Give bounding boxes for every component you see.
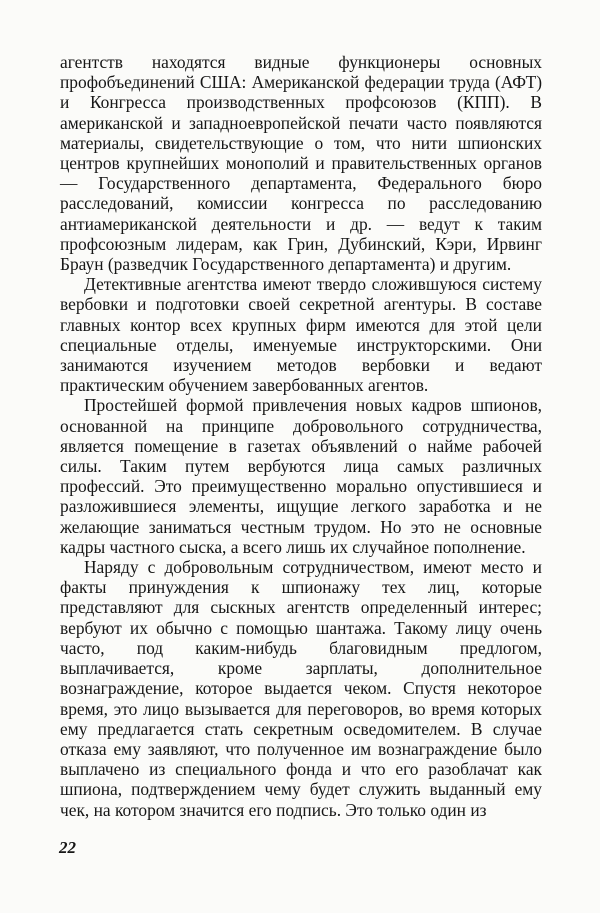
paragraph-continuation: агентств находятся видные функционеры основных профобъединений США: Американской федерации труда (АФТ) и Конгресса производственных профсоюзов (КПП). В американской и западноевропейской печати часто появляются материалы, свидетельствующие о том, что нити шпионских центров крупнейших монополий и правительственных органов — Государственного департамента, Федерального бюро расследований, комиссии конгресса по расследованию антиамериканской деятельности и др. — ведут к таким профсоюзным лидерам, как Грин, Дубинский, Кэри, Ирвинг Браун (разведчик Государственного департамента) и другим. xyxy=(60,52,542,275)
paragraph-coercion: Наряду с добровольным сотрудничеством, имеют место и факты принуждения к шпионажу тех лиц, которые представляют для сыскных агентств определенный интерес; вербуют их обычно с помощью шантажа. Такому лицу очень часто, под каким-нибудь благовидным предлогом, выплачивается, кроме зарплаты, дополнительное вознаграждение, которое выдается чеком. Спустя некоторое время, это лицо вызывается для переговоров, во время которых ему предлагается стать секретным осведомителем. В случае отказа ему заявляют, что полученное им вознаграждение было выплачено из специального фонда и что его разоблачат как шпиона, подтверждением чему будет служить выданный ему чек, на котором значится его подпись. Это только один из xyxy=(60,557,542,820)
paragraph-recruitment-ads: Простейшей формой привлечения новых кадров шпионов, основанной на принципе добровольного сотрудничества, является помещение в газетах объявлений о найме рабочей силы. Таким путем вербуются лица самых различных профессий. Это преимущественно морально опустившиеся и разложившиеся элементы, ищущие легкого заработка и не желающие заниматься честным трудом. Но это не основные кадры частного сыска, а всего лишь их случайное пополнение. xyxy=(60,395,542,557)
paragraph-detective-agencies: Детективные агентства имеют твердо сложившуюся систему вербовки и подготовки своей секретной агентуры. В составе главных контор всех крупных фирм имеются для этой цели специальные отделы, именуемые инструкторскими. Они занимаются изучением методов вербовки и ведают практическим обучением завербованных агентов. xyxy=(60,274,542,396)
page-number: 22 xyxy=(59,838,76,857)
body-text xyxy=(60,52,542,820)
